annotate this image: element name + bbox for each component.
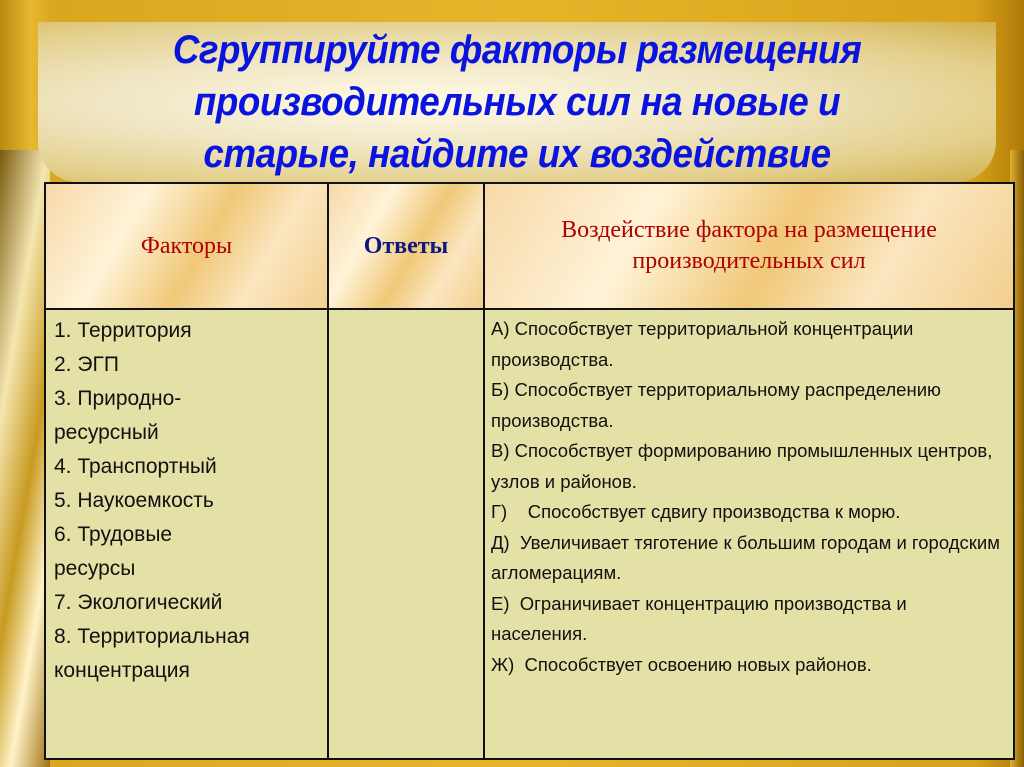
effect-item: Е) Ограничивает концентрацию производства и населения.: [491, 592, 912, 644]
factor-item: 6. Трудовые ресурсы: [54, 523, 173, 580]
factor-item: 5. Наукоемкость: [54, 489, 214, 512]
slide-title: [76, 24, 957, 180]
factor-item: 7. Экологический: [54, 591, 223, 614]
effects-cell: [484, 309, 1014, 759]
effect-item: Ж) Способствует освоению новых районов.: [491, 653, 872, 675]
factors-cell: [45, 309, 328, 759]
factor-item: 3. Природно-ресурсный: [54, 387, 182, 444]
effect-item: В) Способствует формированию промышленных центров, узлов и районов.: [491, 440, 993, 492]
title-line: производительных сил на новые и: [193, 80, 841, 124]
table-header-row: [45, 183, 1014, 309]
title-line: Сгруппируйте факторы размещения: [172, 28, 862, 72]
effect-item: Г) Способствует сдвигу производства к морю.: [491, 501, 901, 522]
table-row: [45, 309, 1014, 759]
left-decoration: [0, 150, 50, 767]
effect-item: Д) Увеличивает тяготение к большим городам и городским агломерациям.: [491, 531, 1006, 583]
factor-item: 8. Территориальная концентрация: [54, 625, 250, 682]
factor-item: 1. Территория: [54, 319, 192, 342]
factor-item: 4. Транспортный: [54, 455, 217, 478]
header-factors: Факторы: [45, 183, 328, 309]
effect-item: А) Способствует территориальной концентрации производства.: [491, 318, 914, 370]
factor-item: 2. ЭГП: [54, 353, 119, 376]
answers-cell[interactable]: [328, 309, 484, 759]
effect-item: Б) Способствует территориальному распределению производства.: [491, 379, 941, 431]
header-answers: Ответы: [328, 183, 484, 309]
header-effect: Воздействие фактора на размещение производительных сил: [484, 183, 1014, 309]
title-line: старые, найдите их воздействие: [203, 132, 831, 176]
factors-table: [44, 182, 1015, 760]
